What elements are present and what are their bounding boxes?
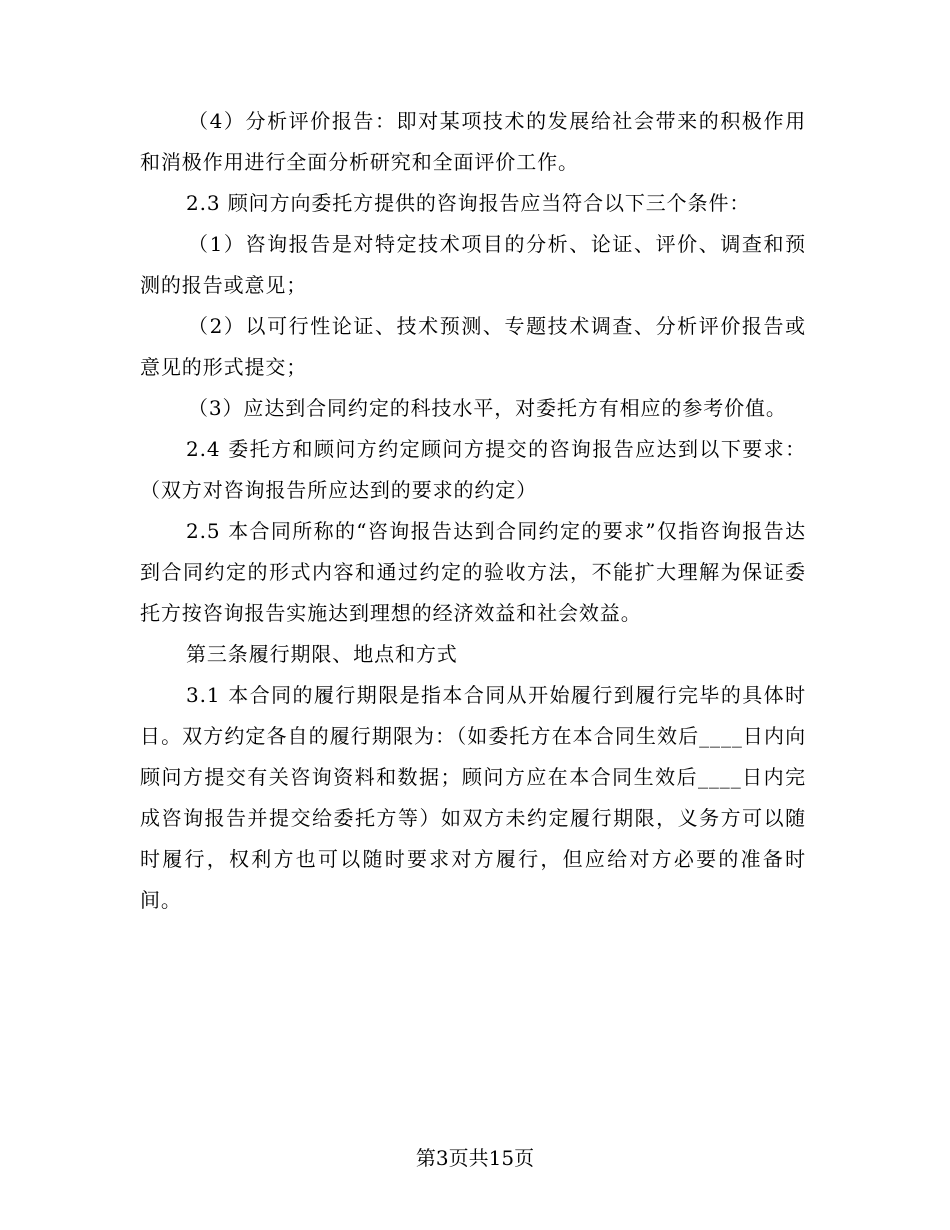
paragraph-condition-3: （3）应达到合同约定的科技水平，对委托方有相应的参考价值。: [188, 396, 787, 420]
paragraph-clause-3-1: 3.1 本合同的履行期限是指本合同从开始履行到履行完毕的具体时日。双方约定各自的履行期限为：（如委托方在本合同生效后____日内向顾问方提交有关咨询资料和数据；顾问方应在本合同生效后____日内完成咨询报告并提交给委托方等）如双方未约定履行期限，义务方可以随时履行，权利方也可以随时要求对方履行，但应给对方必要的准备时间。: [140, 683, 806, 912]
paragraph-clause-2-5: 2.5 本合同所称的“咨询报告达到合同约定的要求”仅指咨询报告达到合同约定的形式内容和通过约定的验收方法，不能扩大理解为保证委托方按咨询报告实施达到理想的经济效益和社会效益。: [140, 519, 806, 625]
document-body: [140, 101, 806, 921]
paragraph-condition-2: （2）以可行性论证、技术预测、专题技术调查、分析评价报告或意见的形式提交；: [140, 314, 806, 379]
paragraph-condition-1: （1）咨询报告是对特定技术项目的分析、论证、评价、调查和预测的报告或意见；: [140, 232, 806, 297]
paragraph-clause-2-3: 2.3 顾问方向委托方提供的咨询报告应当符合以下三个条件：: [186, 191, 751, 215]
section-heading-article-3: 第三条履行期限、地点和方式: [186, 642, 458, 666]
paragraph-analysis-report: （4）分析评价报告：即对某项技术的发展给社会带来的积极作用和消极作用进行全面分析研究和全面评价工作。: [140, 109, 806, 174]
page-number: 第3页共15页: [415, 1146, 535, 1170]
paragraph-clause-2-4: 2.4 委托方和顾问方约定顾问方提交的咨询报告应达到以下要求：（双方对咨询报告所应达到的要求的约定）: [140, 437, 806, 502]
